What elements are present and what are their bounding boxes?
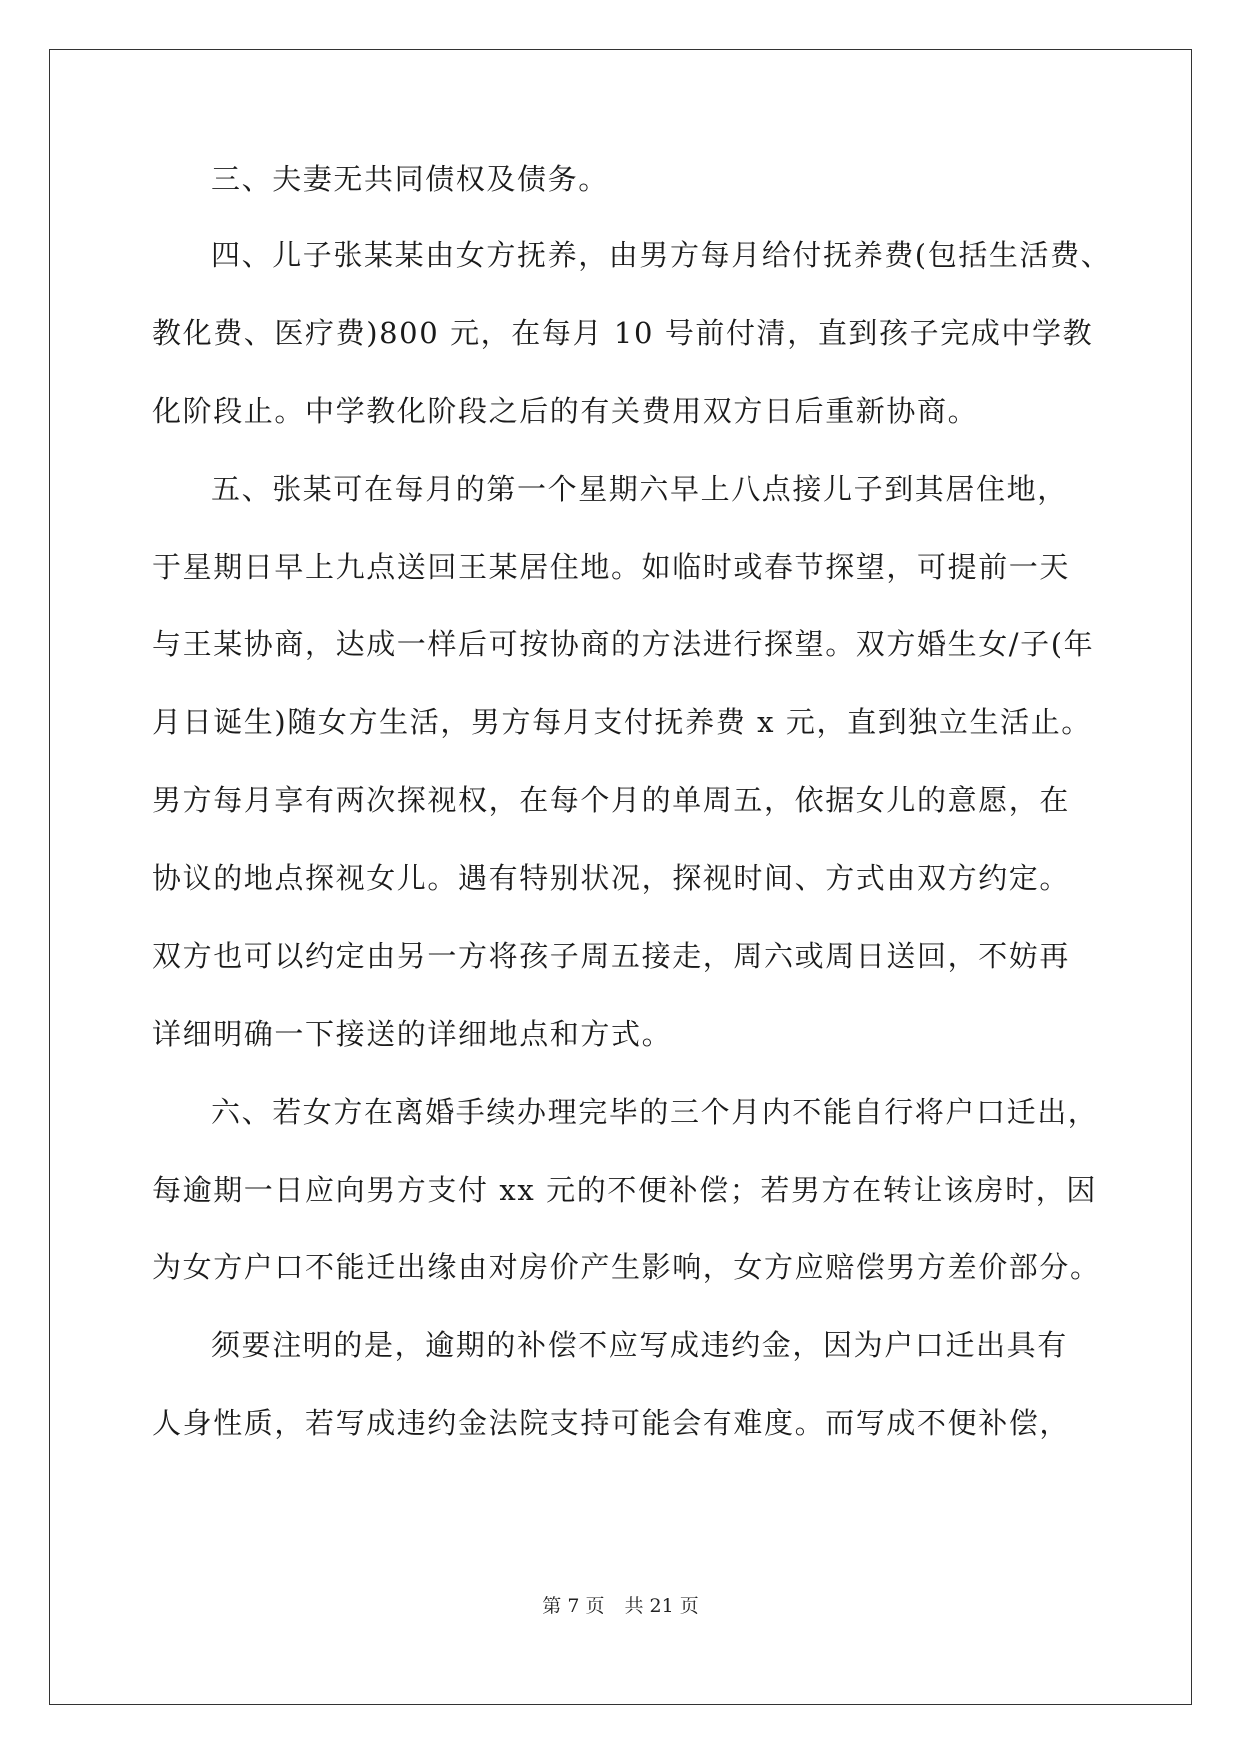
paragraph-5-line-8: 详细明确一下接送的详细地点和方式。 xyxy=(152,1017,673,1051)
paragraph-5-line-2: 于星期日早上九点送回王某居住地。如临时或春节探望，可提前一天 xyxy=(152,550,1071,584)
page-number: 第 7 页 xyxy=(542,1595,605,1617)
paragraph-5-line-1: 五、张某可在每月的第一个星期六早上八点接儿子到其居住地， xyxy=(211,472,1068,506)
paragraph-6-line-3: 为女方户口不能迁出缘由对房价产生影响，女方应赔偿男方差价部分。 xyxy=(152,1250,1101,1284)
paragraph-5-line-3: 与王某协商，达成一样后可按协商的方法进行探望。双方婚生女/子(年 xyxy=(152,627,1095,661)
paragraph-3-line-1: 三、夫妻无共同债权及债务。 xyxy=(211,162,609,196)
paragraph-6-line-1: 六、若女方在离婚手续办理完毕的三个月内不能自行将户口迁出， xyxy=(211,1095,1099,1129)
paragraph-4-line-1: 四、儿子张某某由女方抚养，由男方每月给付抚养费(包括生活费、 xyxy=(211,238,1112,272)
page-footer xyxy=(0,1594,1241,1618)
paragraph-6-line-2: 每逾期一日应向男方支付 xx 元的不便补偿；若男方在转让该房时，因 xyxy=(152,1173,1097,1207)
page-total: 共 21 页 xyxy=(624,1595,699,1617)
paragraph-5-line-7: 双方也可以约定由另一方将孩子周五接走，周六或周日送回，不妨再 xyxy=(152,939,1071,973)
paragraph-4-line-3: 化阶段止。中学教化阶段之后的有关费用双方日后重新协商。 xyxy=(152,394,979,428)
paragraph-4-line-2: 教化费、医疗费)800 元，在每月 10 号前付清，直到孩子完成中学教 xyxy=(152,316,1094,350)
paragraph-7-line-1: 须要注明的是，逾期的补偿不应写成违约金，因为户口迁出具有 xyxy=(211,1328,1068,1362)
paragraph-5-line-5: 男方每月享有两次探视权，在每个月的单周五，依据女儿的意愿，在 xyxy=(152,783,1071,817)
paragraph-5-line-6: 协议的地点探视女儿。遇有特别状况，探视时间、方式由双方约定。 xyxy=(152,861,1071,895)
paragraph-7-line-2: 人身性质，若写成违约金法院支持可能会有难度。而写成不便补偿， xyxy=(152,1406,1071,1440)
paragraph-5-line-4: 月日诞生)随女方生活，男方每月支付抚养费 x 元，直到独立生活止。 xyxy=(152,705,1092,739)
